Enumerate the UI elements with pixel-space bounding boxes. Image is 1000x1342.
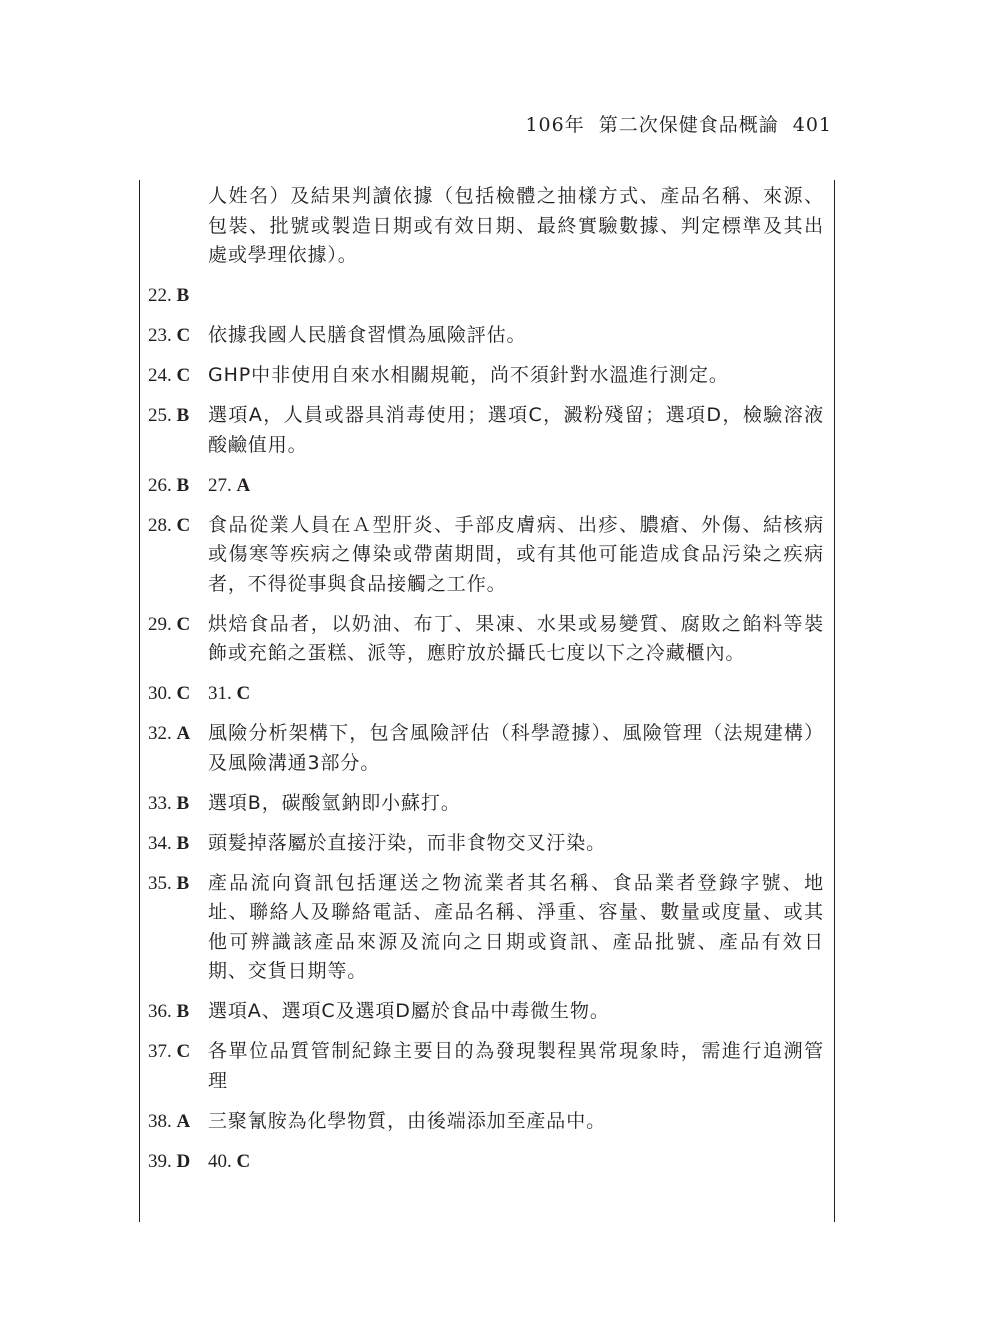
entry-answer: B — [176, 285, 190, 306]
entry-number: 25. B — [148, 405, 190, 426]
entry-explanation: 食品從業人員在Ａ型肝炎、手部皮膚病、出疹、膿瘡、外傷、結核病或傷寒等疾病之傳染或帶菌期間，或有其他可能造成食品污染之疾病者，不得從事與食品接觸之工作。 — [208, 513, 824, 595]
entry-number: 32. A — [148, 723, 191, 744]
entry-answer: B — [176, 405, 190, 426]
entry-explanation: 產品流向資訊包括運送之物流業者其名稱、食品業者登錄字號、地址、聯絡人及聯絡電話、產品名稱、淨重、容量、數量或度量、或其他可辨識該產品來源及流向之日期或資訊、產品批號、產品有效日期、交貨日期等。 — [208, 871, 824, 982]
entry-number: 39. D — [148, 1150, 191, 1172]
entry-answer: A — [176, 1110, 191, 1132]
entry-explanation: 風險分析架構下，包含風險評估（科學證據）、風險管理（法規建構）及風險溝通3部分。 — [208, 722, 824, 774]
entry-answer: C — [176, 1041, 191, 1062]
answer-list — [148, 182, 824, 1176]
entry-answer: A — [176, 723, 191, 744]
entry-number: 38. A — [148, 1110, 191, 1132]
entry-number: 34. B — [148, 832, 190, 854]
answer-entry-29 — [148, 610, 824, 669]
entry-number: 29. C — [148, 613, 191, 635]
entry-explanation: 烘焙食品者，以奶油、布丁、果凍、水果或易變質、腐敗之餡料等裝飾或充餡之蛋糕、派等，應貯放於攝氏七度以下之冷藏櫃內。 — [208, 612, 824, 664]
entry-answer: B — [176, 792, 190, 814]
answer-entry-34 — [148, 829, 824, 859]
answer-entry-24 — [148, 361, 824, 391]
entry-answer: C — [176, 613, 191, 635]
entry-answer: C — [176, 325, 191, 346]
entry-number: 36. B — [148, 1001, 190, 1022]
answer-entry-39-40 — [148, 1147, 824, 1177]
entry-answer: B — [176, 832, 190, 854]
answer-entry-22 — [148, 281, 824, 311]
right-margin-rule — [834, 180, 835, 1222]
entry-number: 33. B — [148, 792, 190, 814]
continuation-paragraph: 人姓名）及結果判讀依據（包括檢體之抽樣方式、產品名稱、來源、包裝、批號或製造日期或有效日期、最終實驗數據、判定標準及其出處或學理依據）。 — [208, 185, 824, 266]
answer-entry-32 — [148, 719, 824, 778]
entry-number: 30. C — [148, 683, 191, 704]
running-header — [511, 110, 832, 137]
entry-answer: C — [176, 683, 191, 704]
entry-explanation: 選項A、選項C及選項D屬於食品中毒微生物。 — [208, 1000, 610, 1022]
entry-second-answer: 40. C — [208, 1150, 251, 1172]
entry-number: 26. B — [148, 474, 190, 496]
entry-explanation: 三聚氰胺為化學物質，由後端添加至產品中。 — [208, 1109, 607, 1132]
entry-explanation: 各單位品質管制紀錄主要目的為發現製程異常現象時，需進行追溯管理 — [208, 1040, 824, 1092]
answer-entry-36 — [148, 997, 824, 1027]
header-title: 第二次保健食品概論 — [598, 114, 779, 136]
answer-entry-37 — [148, 1037, 824, 1096]
header-year: 106年 — [525, 114, 585, 136]
answer-entry-38 — [148, 1107, 824, 1137]
entry-explanation: 依據我國人民膳食習慣為風險評估。 — [208, 324, 527, 346]
entry-explanation: 頭髮掉落屬於直接汙染，而非食物交叉汙染。 — [208, 831, 607, 854]
entry-number: 23. C — [148, 325, 191, 346]
entry-answer: B — [176, 872, 190, 894]
entry-answer: D — [176, 1150, 191, 1172]
entry-explanation: GHP中非使用自來水相關規範，尚不須針對水溫進行測定。 — [208, 364, 729, 386]
entry-second-answer: 27. A — [208, 474, 251, 496]
entry-answer: B — [176, 474, 190, 496]
answer-entry-23 — [148, 321, 824, 351]
answer-entry-25 — [148, 401, 824, 460]
answer-entry-26-27 — [148, 471, 824, 501]
entry-explanation: 選項A，人員或器具消毒使用；選項C，澱粉殘留；選項D，檢驗溶液酸鹼值用。 — [208, 404, 824, 456]
entry-answer: C — [176, 514, 191, 536]
entry-second-answer: 31. C — [208, 683, 251, 704]
answer-entry-30-31 — [148, 679, 824, 709]
left-margin-rule — [139, 180, 140, 1222]
entry-answer: B — [176, 1001, 190, 1022]
entry-number: 35. B — [148, 872, 190, 894]
header-page-number: 401 — [792, 114, 832, 136]
entry-number: 37. C — [148, 1041, 191, 1062]
answer-entry-33 — [148, 789, 824, 819]
answer-entry-35 — [148, 869, 824, 987]
entry-number: 28. C — [148, 514, 191, 536]
entry-number: 24. C — [148, 365, 191, 386]
entry-explanation: 選項B，碳酸氫鈉即小蘇打。 — [208, 791, 461, 814]
entry-answer: C — [176, 365, 191, 386]
entry-number: 22. B — [148, 285, 190, 306]
answer-entry-28 — [148, 511, 824, 600]
